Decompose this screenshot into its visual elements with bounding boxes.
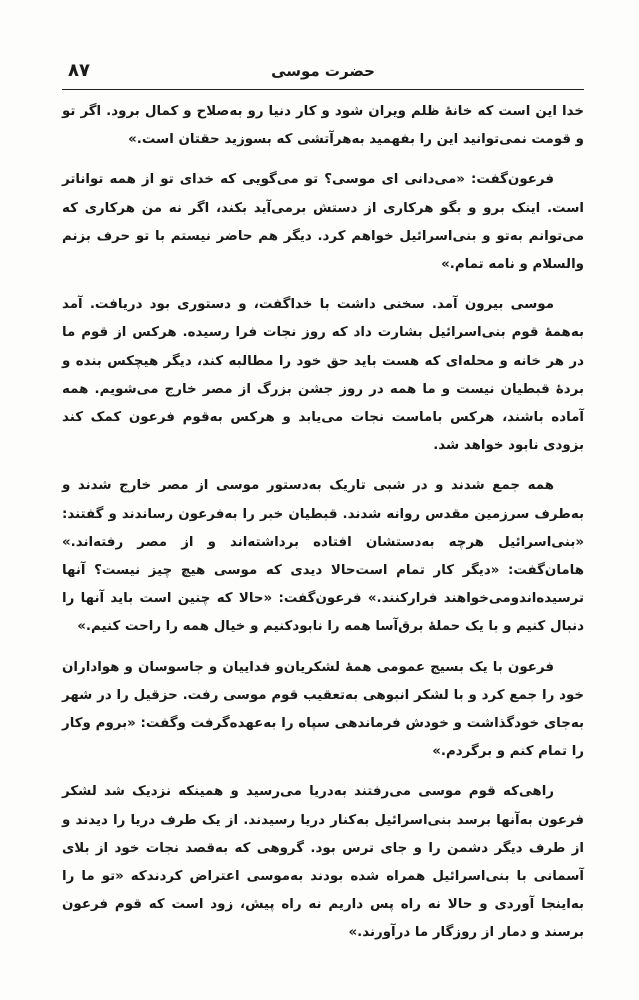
running-title: حضرت موسی xyxy=(271,62,375,80)
body-text xyxy=(62,98,584,941)
paragraph-1: خدا این است که خانهٔ ظلم ویران شود و کار دنیا رو به‌صلاح و کمال برود. اگر تو و قومت نمی‌توانید این را بفهمید به‌هرآتشی که بسوزید حقتان است.» xyxy=(62,104,584,148)
header-divider xyxy=(62,89,584,90)
paragraph-4: همه جمع شدند و در شبی تاریک به‌دستور موسی از مصر خارج شدند و به‌طرف سرزمین مقدس روانه شدند. قبطیان خبر را به‌فرعون رساندند و گفتند: «بنی‌اسرائیل هرچه به‌دستشان افتاده برداشته‌اند و از مصر رفته‌اند.» هامان‌گفت: «دیگر کار تمام است‌حالا دیدی که موسی هیچ چیز نیست؟ آنها ترسیده‌اندومی‌خواهند فرارکنند.» فرعون‌گفت: «حالا که چنین است باید آنها را دنبال‌ کنیم و با یک حملهٔ برق‌آسا همه را نابودکنیم و خیال همه را راحت‌ کنیم.» xyxy=(62,478,584,635)
paragraph-3: موسی بیرون آمد. سخنی داشت با خداگفت، و دستوری بود دریافت. آمد به‌همهٔ قوم بنی‌اسرائیل بشارت داد که روز نجات فرا رسیده. هرکس از قوم ما در هر خانه و محله‌ای که هست باید حق خود را مطالبه کند، دیگر هیچکس بنده و بردهٔ قبطیان نیست و ما همه در روز جشن بزرگ از مصر خارج می‌شویم. همه آماده باشند، هرکس باماست نجات می‌یابد و هرکس به‌قوم فرعون کمک کند بزودی نابود خواهد شد. xyxy=(62,297,584,454)
page-number: ۸۷ xyxy=(68,60,90,81)
page-header xyxy=(62,58,584,90)
paragraph-5: فرعون با یک بسیج عمومی همهٔ لشکریان‌و فداییان و جاسوسان و هواداران خود را جمع کرد و با لشکر انبوهی به‌تعقیب قوم موسی رفت. حزقیل را در شهر به‌جای خودگذاشت و خودش فرماندهی سپاه را به‌عهده‌گرفت وگفت: «بروم وکار را تمام کنم و برگردم.» xyxy=(62,659,584,760)
paragraph-2: فرعون‌گفت: «می‌دانی ای موسی؟ تو می‌گویی‌ که خدای تو از همه تواناتر است. اینک برو و بگو هرکاری از دستش برمی‌آید بکند، اگر نه من هرکاری که می‌توانم به‌تو و بنی‌اسرائیل خواهم‌ کرد. دیگر هم حاضر نیستم با تو حرف بزنم والسلام و نامه تمام.» xyxy=(62,172,584,273)
paragraph-6: راهی‌که قوم موسی می‌رفتند به‌دریا می‌رسید و همینکه نزدیک شد لشکر فرعون به‌آنها برسد بنی‌اسرائیل به‌کنار دریا رسیدند. از یک طرف دریا را دیدند و از طرف دیگر دشمن را و جای ترس بود. گروهی که به‌قصد نجات خود از بلای آسمانی با بنی‌اسرائیل همراه شده بودند به‌موسی اعتراض کردندکه «تو ما را به‌اینجا آوردی و حالا نه راه پس داریم نه راه پیش، زود است که قوم فرعون برسند و دمار از روزگار ما درآورند.» xyxy=(62,784,584,941)
